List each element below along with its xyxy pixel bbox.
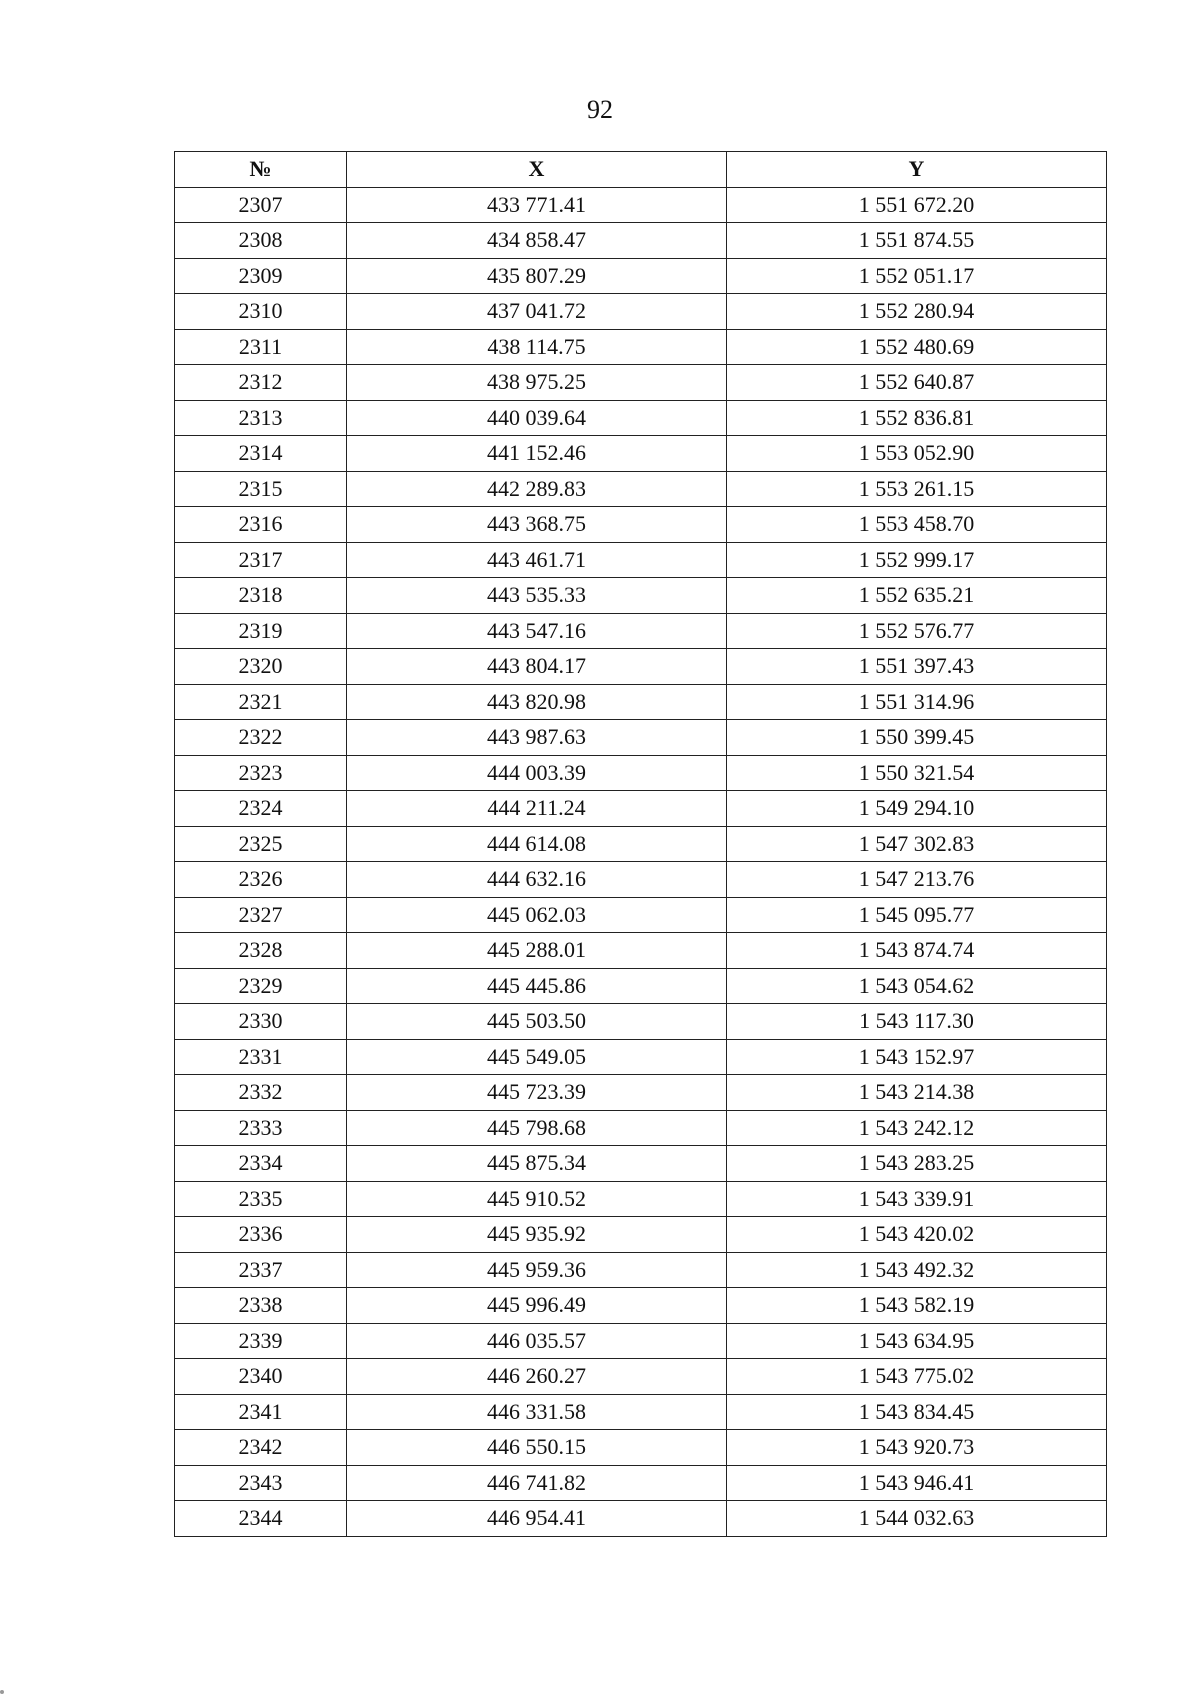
table-row: [175, 1465, 1107, 1501]
cell-number: 2321: [175, 684, 347, 720]
table-row: [175, 1075, 1107, 1111]
table-row: [175, 897, 1107, 933]
table-header: [175, 152, 1107, 188]
cell-y: 1 552 051.17: [727, 258, 1107, 294]
cell-number: 2307: [175, 187, 347, 223]
cell-x: 444 211.24: [347, 791, 727, 827]
cell-number: 2328: [175, 933, 347, 969]
cell-x: 445 959.36: [347, 1252, 727, 1288]
cell-y: 1 543 492.32: [727, 1252, 1107, 1288]
table-row: [175, 1039, 1107, 1075]
cell-x: 446 550.15: [347, 1430, 727, 1466]
cell-y: 1 543 242.12: [727, 1110, 1107, 1146]
cell-x: 446 260.27: [347, 1359, 727, 1395]
table-row: [175, 1252, 1107, 1288]
cell-y: 1 543 339.91: [727, 1181, 1107, 1217]
table-row: [175, 1217, 1107, 1253]
table-row: [175, 684, 1107, 720]
table-row: [175, 1394, 1107, 1430]
cell-y: 1 545 095.77: [727, 897, 1107, 933]
cell-number: 2315: [175, 471, 347, 507]
cell-x: 443 987.63: [347, 720, 727, 756]
cell-number: 2327: [175, 897, 347, 933]
table-row: [175, 1323, 1107, 1359]
cell-number: 2342: [175, 1430, 347, 1466]
cell-x: 443 820.98: [347, 684, 727, 720]
cell-x: 443 535.33: [347, 578, 727, 614]
cell-y: 1 547 302.83: [727, 826, 1107, 862]
cell-y: 1 553 261.15: [727, 471, 1107, 507]
cell-number: 2340: [175, 1359, 347, 1395]
cell-number: 2317: [175, 542, 347, 578]
cell-y: 1 550 399.45: [727, 720, 1107, 756]
cell-y: 1 552 999.17: [727, 542, 1107, 578]
cell-x: 446 331.58: [347, 1394, 727, 1430]
cell-x: 441 152.46: [347, 436, 727, 472]
cell-y: 1 543 634.95: [727, 1323, 1107, 1359]
table-row: [175, 755, 1107, 791]
cell-x: 444 632.16: [347, 862, 727, 898]
table-row: [175, 365, 1107, 401]
cell-y: 1 551 874.55: [727, 223, 1107, 259]
cell-number: 2311: [175, 329, 347, 365]
cell-y: 1 552 635.21: [727, 578, 1107, 614]
cell-y: 1 551 397.43: [727, 649, 1107, 685]
cell-number: 2310: [175, 294, 347, 330]
cell-number: 2331: [175, 1039, 347, 1075]
cell-x: 434 858.47: [347, 223, 727, 259]
cell-y: 1 543 054.62: [727, 968, 1107, 1004]
table-row: [175, 791, 1107, 827]
cell-x: 442 289.83: [347, 471, 727, 507]
cell-y: 1 553 052.90: [727, 436, 1107, 472]
cell-x: 435 807.29: [347, 258, 727, 294]
cell-number: 2332: [175, 1075, 347, 1111]
cell-y: 1 543 152.97: [727, 1039, 1107, 1075]
cell-number: 2334: [175, 1146, 347, 1182]
cell-number: 2329: [175, 968, 347, 1004]
cell-number: 2312: [175, 365, 347, 401]
table-row: [175, 223, 1107, 259]
cell-y: 1 552 480.69: [727, 329, 1107, 365]
cell-number: 2322: [175, 720, 347, 756]
cell-y: 1 543 582.19: [727, 1288, 1107, 1324]
cell-y: 1 543 920.73: [727, 1430, 1107, 1466]
cell-number: 2333: [175, 1110, 347, 1146]
table-row: [175, 933, 1107, 969]
cell-y: 1 543 283.25: [727, 1146, 1107, 1182]
cell-x: 446 741.82: [347, 1465, 727, 1501]
cell-x: 445 910.52: [347, 1181, 727, 1217]
cell-x: 445 875.34: [347, 1146, 727, 1182]
cell-x: 445 288.01: [347, 933, 727, 969]
header-row: [175, 152, 1107, 188]
cell-y: 1 550 321.54: [727, 755, 1107, 791]
cell-y: 1 543 874.74: [727, 933, 1107, 969]
cell-x: 445 935.92: [347, 1217, 727, 1253]
cell-number: 2343: [175, 1465, 347, 1501]
cell-number: 2324: [175, 791, 347, 827]
table-row: [175, 862, 1107, 898]
cell-x: 445 798.68: [347, 1110, 727, 1146]
coordinates-table: [174, 151, 1107, 1537]
cell-number: 2341: [175, 1394, 347, 1430]
table-row: [175, 1004, 1107, 1040]
cell-x: 433 771.41: [347, 187, 727, 223]
cell-x: 438 114.75: [347, 329, 727, 365]
cell-y: 1 552 280.94: [727, 294, 1107, 330]
header-x: X: [347, 152, 727, 188]
table-row: [175, 649, 1107, 685]
table-row: [175, 400, 1107, 436]
cell-x: 443 804.17: [347, 649, 727, 685]
cell-y: 1 543 117.30: [727, 1004, 1107, 1040]
cell-number: 2336: [175, 1217, 347, 1253]
page-number: 92: [587, 95, 613, 124]
cell-x: 443 547.16: [347, 613, 727, 649]
cell-y: 1 552 640.87: [727, 365, 1107, 401]
cell-y: 1 549 294.10: [727, 791, 1107, 827]
cell-y: 1 552 576.77: [727, 613, 1107, 649]
cell-number: 2313: [175, 400, 347, 436]
cell-number: 2330: [175, 1004, 347, 1040]
table-row: [175, 542, 1107, 578]
cell-x: 444 003.39: [347, 755, 727, 791]
cell-y: 1 551 314.96: [727, 684, 1107, 720]
cell-number: 2314: [175, 436, 347, 472]
table-row: [175, 1146, 1107, 1182]
cell-x: 444 614.08: [347, 826, 727, 862]
table-row: [175, 1288, 1107, 1324]
cell-number: 2326: [175, 862, 347, 898]
table-row: [175, 1181, 1107, 1217]
cell-x: 446 954.41: [347, 1501, 727, 1537]
table-row: [175, 1359, 1107, 1395]
table-row: [175, 258, 1107, 294]
table-row: [175, 720, 1107, 756]
cell-y: 1 543 946.41: [727, 1465, 1107, 1501]
cell-x: 443 461.71: [347, 542, 727, 578]
table-row: [175, 613, 1107, 649]
cell-y: 1 543 775.02: [727, 1359, 1107, 1395]
cell-number: 2335: [175, 1181, 347, 1217]
cell-x: 443 368.75: [347, 507, 727, 543]
cell-number: 2318: [175, 578, 347, 614]
cell-y: 1 551 672.20: [727, 187, 1107, 223]
cell-number: 2316: [175, 507, 347, 543]
cell-x: 445 549.05: [347, 1039, 727, 1075]
cell-y: 1 547 213.76: [727, 862, 1107, 898]
table-row: [175, 968, 1107, 1004]
cell-x: 445 723.39: [347, 1075, 727, 1111]
table-row: [175, 1501, 1107, 1537]
cell-number: 2319: [175, 613, 347, 649]
cell-number: 2309: [175, 258, 347, 294]
cell-number: 2337: [175, 1252, 347, 1288]
cell-x: 437 041.72: [347, 294, 727, 330]
cell-number: 2323: [175, 755, 347, 791]
table-row: [175, 187, 1107, 223]
table-row: [175, 1110, 1107, 1146]
table-row: [175, 507, 1107, 543]
cell-x: 445 445.86: [347, 968, 727, 1004]
cell-number: 2325: [175, 826, 347, 862]
table-row: [175, 578, 1107, 614]
cell-y: 1 544 032.63: [727, 1501, 1107, 1537]
cell-x: 438 975.25: [347, 365, 727, 401]
table-row: [175, 329, 1107, 365]
cell-y: 1 543 420.02: [727, 1217, 1107, 1253]
cell-y: 1 543 214.38: [727, 1075, 1107, 1111]
cell-number: 2338: [175, 1288, 347, 1324]
cell-number: 2320: [175, 649, 347, 685]
cell-x: 445 996.49: [347, 1288, 727, 1324]
cell-x: 445 503.50: [347, 1004, 727, 1040]
cell-y: 1 552 836.81: [727, 400, 1107, 436]
cell-y: 1 543 834.45: [727, 1394, 1107, 1430]
cell-number: 2339: [175, 1323, 347, 1359]
cell-number: 2308: [175, 223, 347, 259]
cell-y: 1 553 458.70: [727, 507, 1107, 543]
table-body: [175, 187, 1107, 1536]
cell-number: 2344: [175, 1501, 347, 1537]
scan-mark: [0, 1690, 4, 1694]
table-row: [175, 1430, 1107, 1466]
cell-x: 445 062.03: [347, 897, 727, 933]
table-row: [175, 436, 1107, 472]
table-row: [175, 294, 1107, 330]
table-row: [175, 826, 1107, 862]
cell-x: 446 035.57: [347, 1323, 727, 1359]
header-number: №: [175, 152, 347, 188]
cell-x: 440 039.64: [347, 400, 727, 436]
header-y: Y: [727, 152, 1107, 188]
table-row: [175, 471, 1107, 507]
